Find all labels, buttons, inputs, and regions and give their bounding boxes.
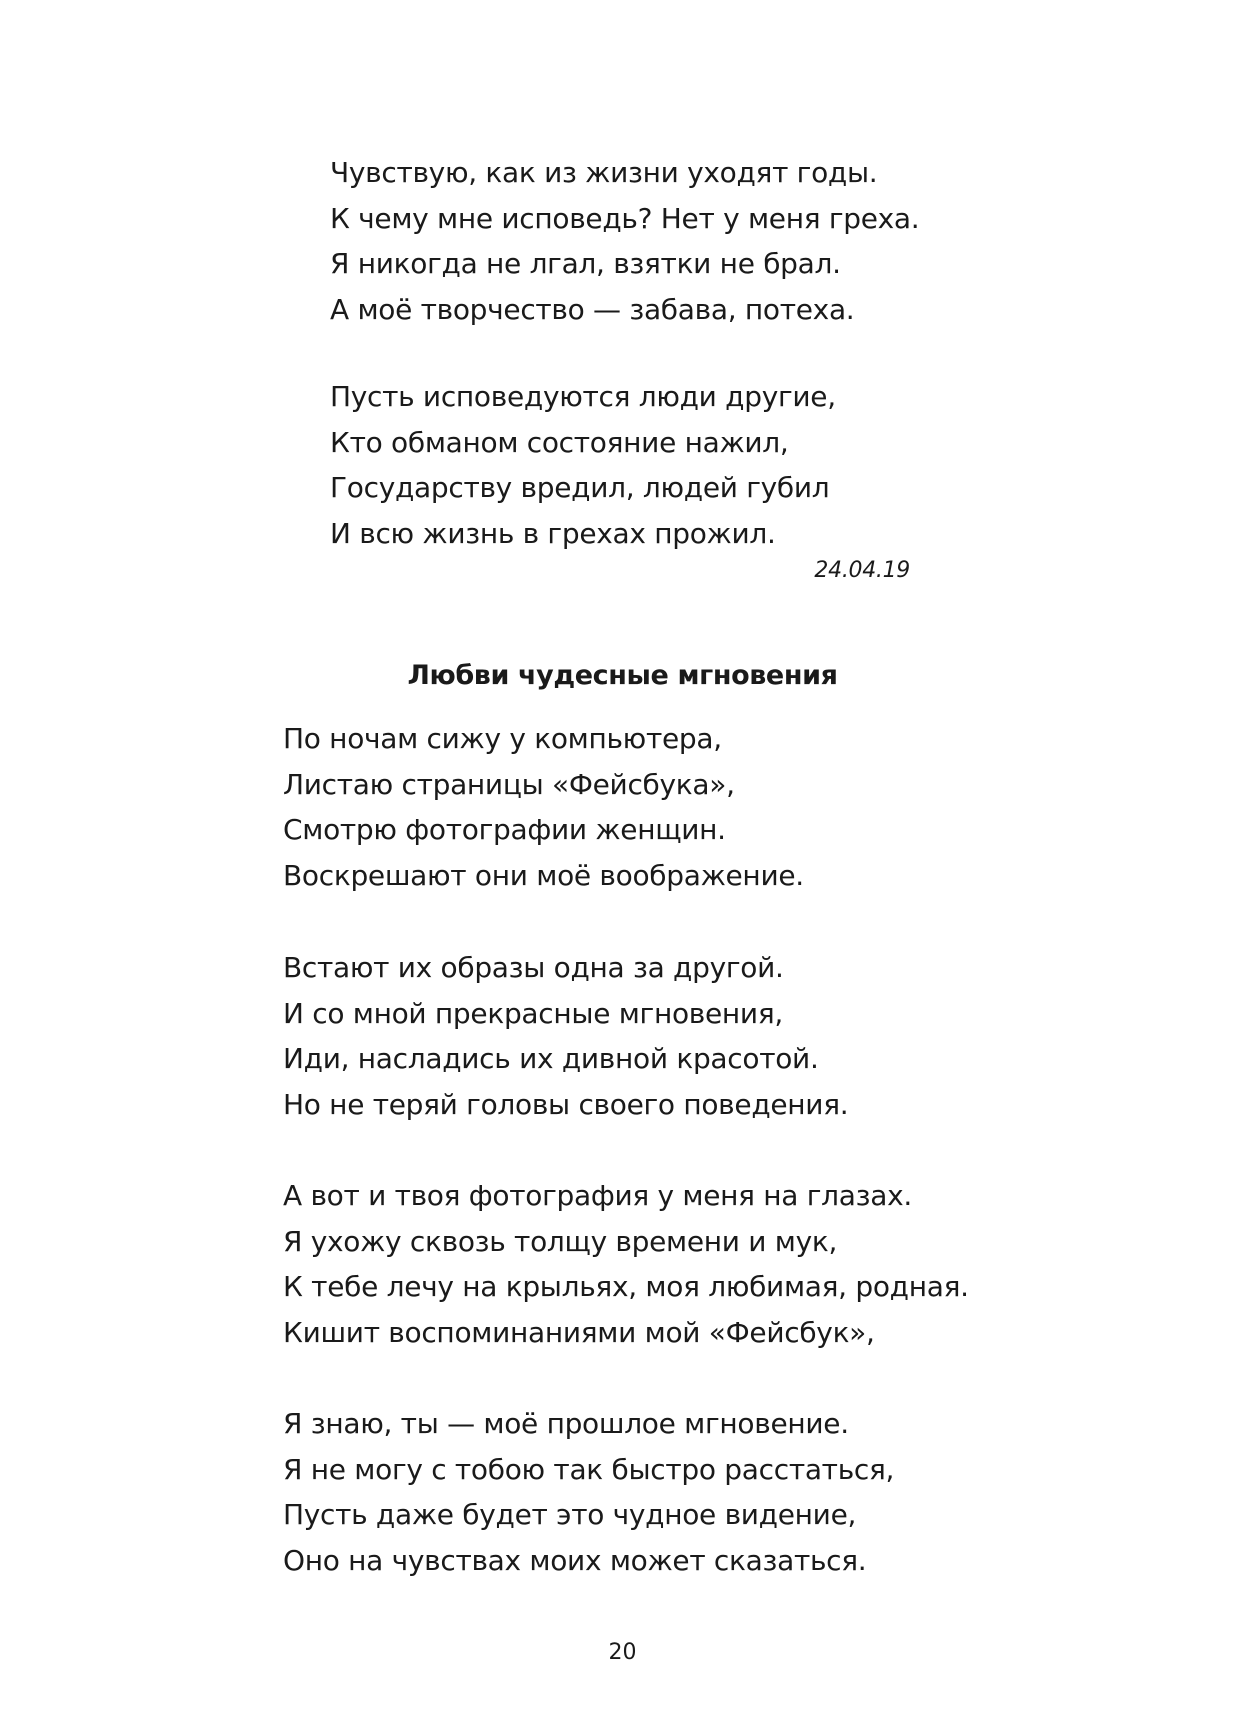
poem-line: Воскрешают они моё воображение. (283, 858, 804, 892)
poem-two-stanza-2 (283, 945, 848, 1127)
poem-line: Пусть даже будет это чудное видение, (283, 1498, 857, 1531)
poem-line: Я ухожу сквозь толщу времени и мук, (283, 1224, 838, 1258)
poem-two-stanza-4 (283, 1401, 894, 1583)
poem-date: 24.04.19 (814, 558, 910, 583)
poem-line: К тебе лечу на крыльях, моя любимая, родная. (283, 1270, 969, 1303)
poem-line: Я никогда не лгал, взятки не брал. (330, 247, 841, 280)
poem-line: Кишит воспоминаниями мой «Фейсбук», (283, 1315, 875, 1349)
poem-line: Но не теряй головы своего поведения. (283, 1087, 849, 1121)
poem-line: Я не могу с тобою так быстро расстаться, (283, 1452, 895, 1486)
poem-line: И всю жизнь в грехах прожил. (330, 516, 776, 550)
poem-line: Чувствую, как из жизни уходят годы. (330, 156, 878, 189)
poem-line: Встают их образы одна за другой. (283, 951, 784, 984)
poem-line: Листаю страницы «Фейсбука», (283, 767, 735, 801)
poem-line: Иди, насладись их дивной красотой. (283, 1042, 819, 1075)
poem-line: Смотрю фотографии женщин. (283, 813, 726, 846)
poem-line: А моё творчество — забава, потеха. (330, 292, 855, 326)
poem-line: Я знаю, ты — моё прошлое мгновение. (283, 1407, 849, 1440)
poem-two-stanza-1 (283, 716, 804, 898)
poem-one-stanza-1 (330, 150, 919, 332)
poem-two-stanza-3 (283, 1173, 969, 1355)
poem-line: По ночам сижу у компьютера, (283, 722, 722, 755)
page-number: 20 (608, 1640, 637, 1665)
poem-line: Государству вредил, людей губил (330, 471, 830, 504)
poem-line: Оно на чувствах моих может сказаться. (283, 1543, 867, 1577)
poem-line: А вот и твоя фотография у меня на глазах. (283, 1179, 912, 1212)
poem-line: Кто обманом состояние нажил, (330, 425, 789, 459)
poem-line: К чему мне исповедь? Нет у меня греха. (330, 201, 920, 235)
poem-line: Пусть исповедуются люди другие, (330, 380, 836, 413)
poem-title: Любви чудесные мгновения (407, 660, 838, 691)
poem-line: И со мной прекрасные мгновения, (283, 996, 783, 1030)
poem-one-stanza-2 (330, 374, 836, 556)
